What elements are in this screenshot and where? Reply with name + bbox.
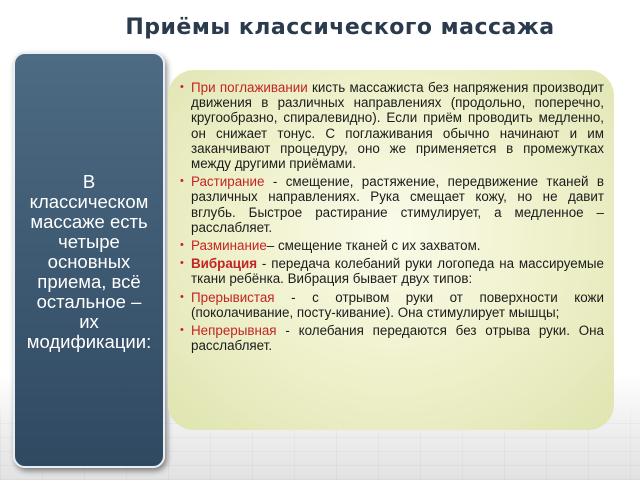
description-rubbing: - смещение, растяжение, передвижение тканей в различных направлениях. Рука смещает кожу, но не давит вглубь. Быстрое растирание стимулирует, а медленное – расслабляет. [191,174,604,235]
description-stroking: кисть массажиста без напряжения производит движения в различных направлениях (продольно, поперечно, кругообразно, спиралевидно). Если приём проводить медленно, он снижает тонус. С поглаживания обычно начинают и им заканчивают процедуру, оно же применяется в промежутках между другими приёмами. [191,80,604,172]
list-item-continuous [180,323,604,353]
term-rubbing: Растирание [191,174,265,190]
techniques-list [180,80,604,356]
term-stroking: При поглаживании [191,80,308,95]
bullet-icon: • [180,324,184,337]
list-item-kneading [180,238,604,253]
left-summary-panel [13,52,165,468]
term-continuous: Непрерывная [191,323,277,339]
term-kneading: Разминание [191,238,267,254]
description-continuous: - колебания передаются без отрыва руки. Она расслабляет. [191,323,604,354]
term-intermittent: Прерывистая [191,289,275,305]
list-item-intermittent [180,290,604,320]
description-intermittent: - с отрывом руки от поверхности кожи (поколачивание, посту-кивание). Она стимулирует мышцы; [191,289,604,320]
list-item-rubbing [180,174,604,235]
bullet-icon: • [180,175,184,188]
description-vibration: - передача колебаний руки логопеда на массируемые ткани ребёнка. Вибрация бывает двух типов: [191,256,604,287]
description-kneading: – смещение тканей с их захватом. [266,238,481,254]
bullet-icon: • [180,81,184,93]
bullet-icon: • [180,239,184,252]
bullet-icon: • [180,257,184,270]
list-item-vibration [180,256,604,286]
summary-text: В классическом массаже есть четыре основных приема, всё остальное – их модификации: [26,171,152,352]
slide-title: Приёмы классического массажа [125,15,555,40]
list-item-stroking [180,80,604,171]
techniques-panel [168,70,614,430]
bullet-icon: • [180,290,184,303]
term-vibration: Вибрация [191,256,258,272]
